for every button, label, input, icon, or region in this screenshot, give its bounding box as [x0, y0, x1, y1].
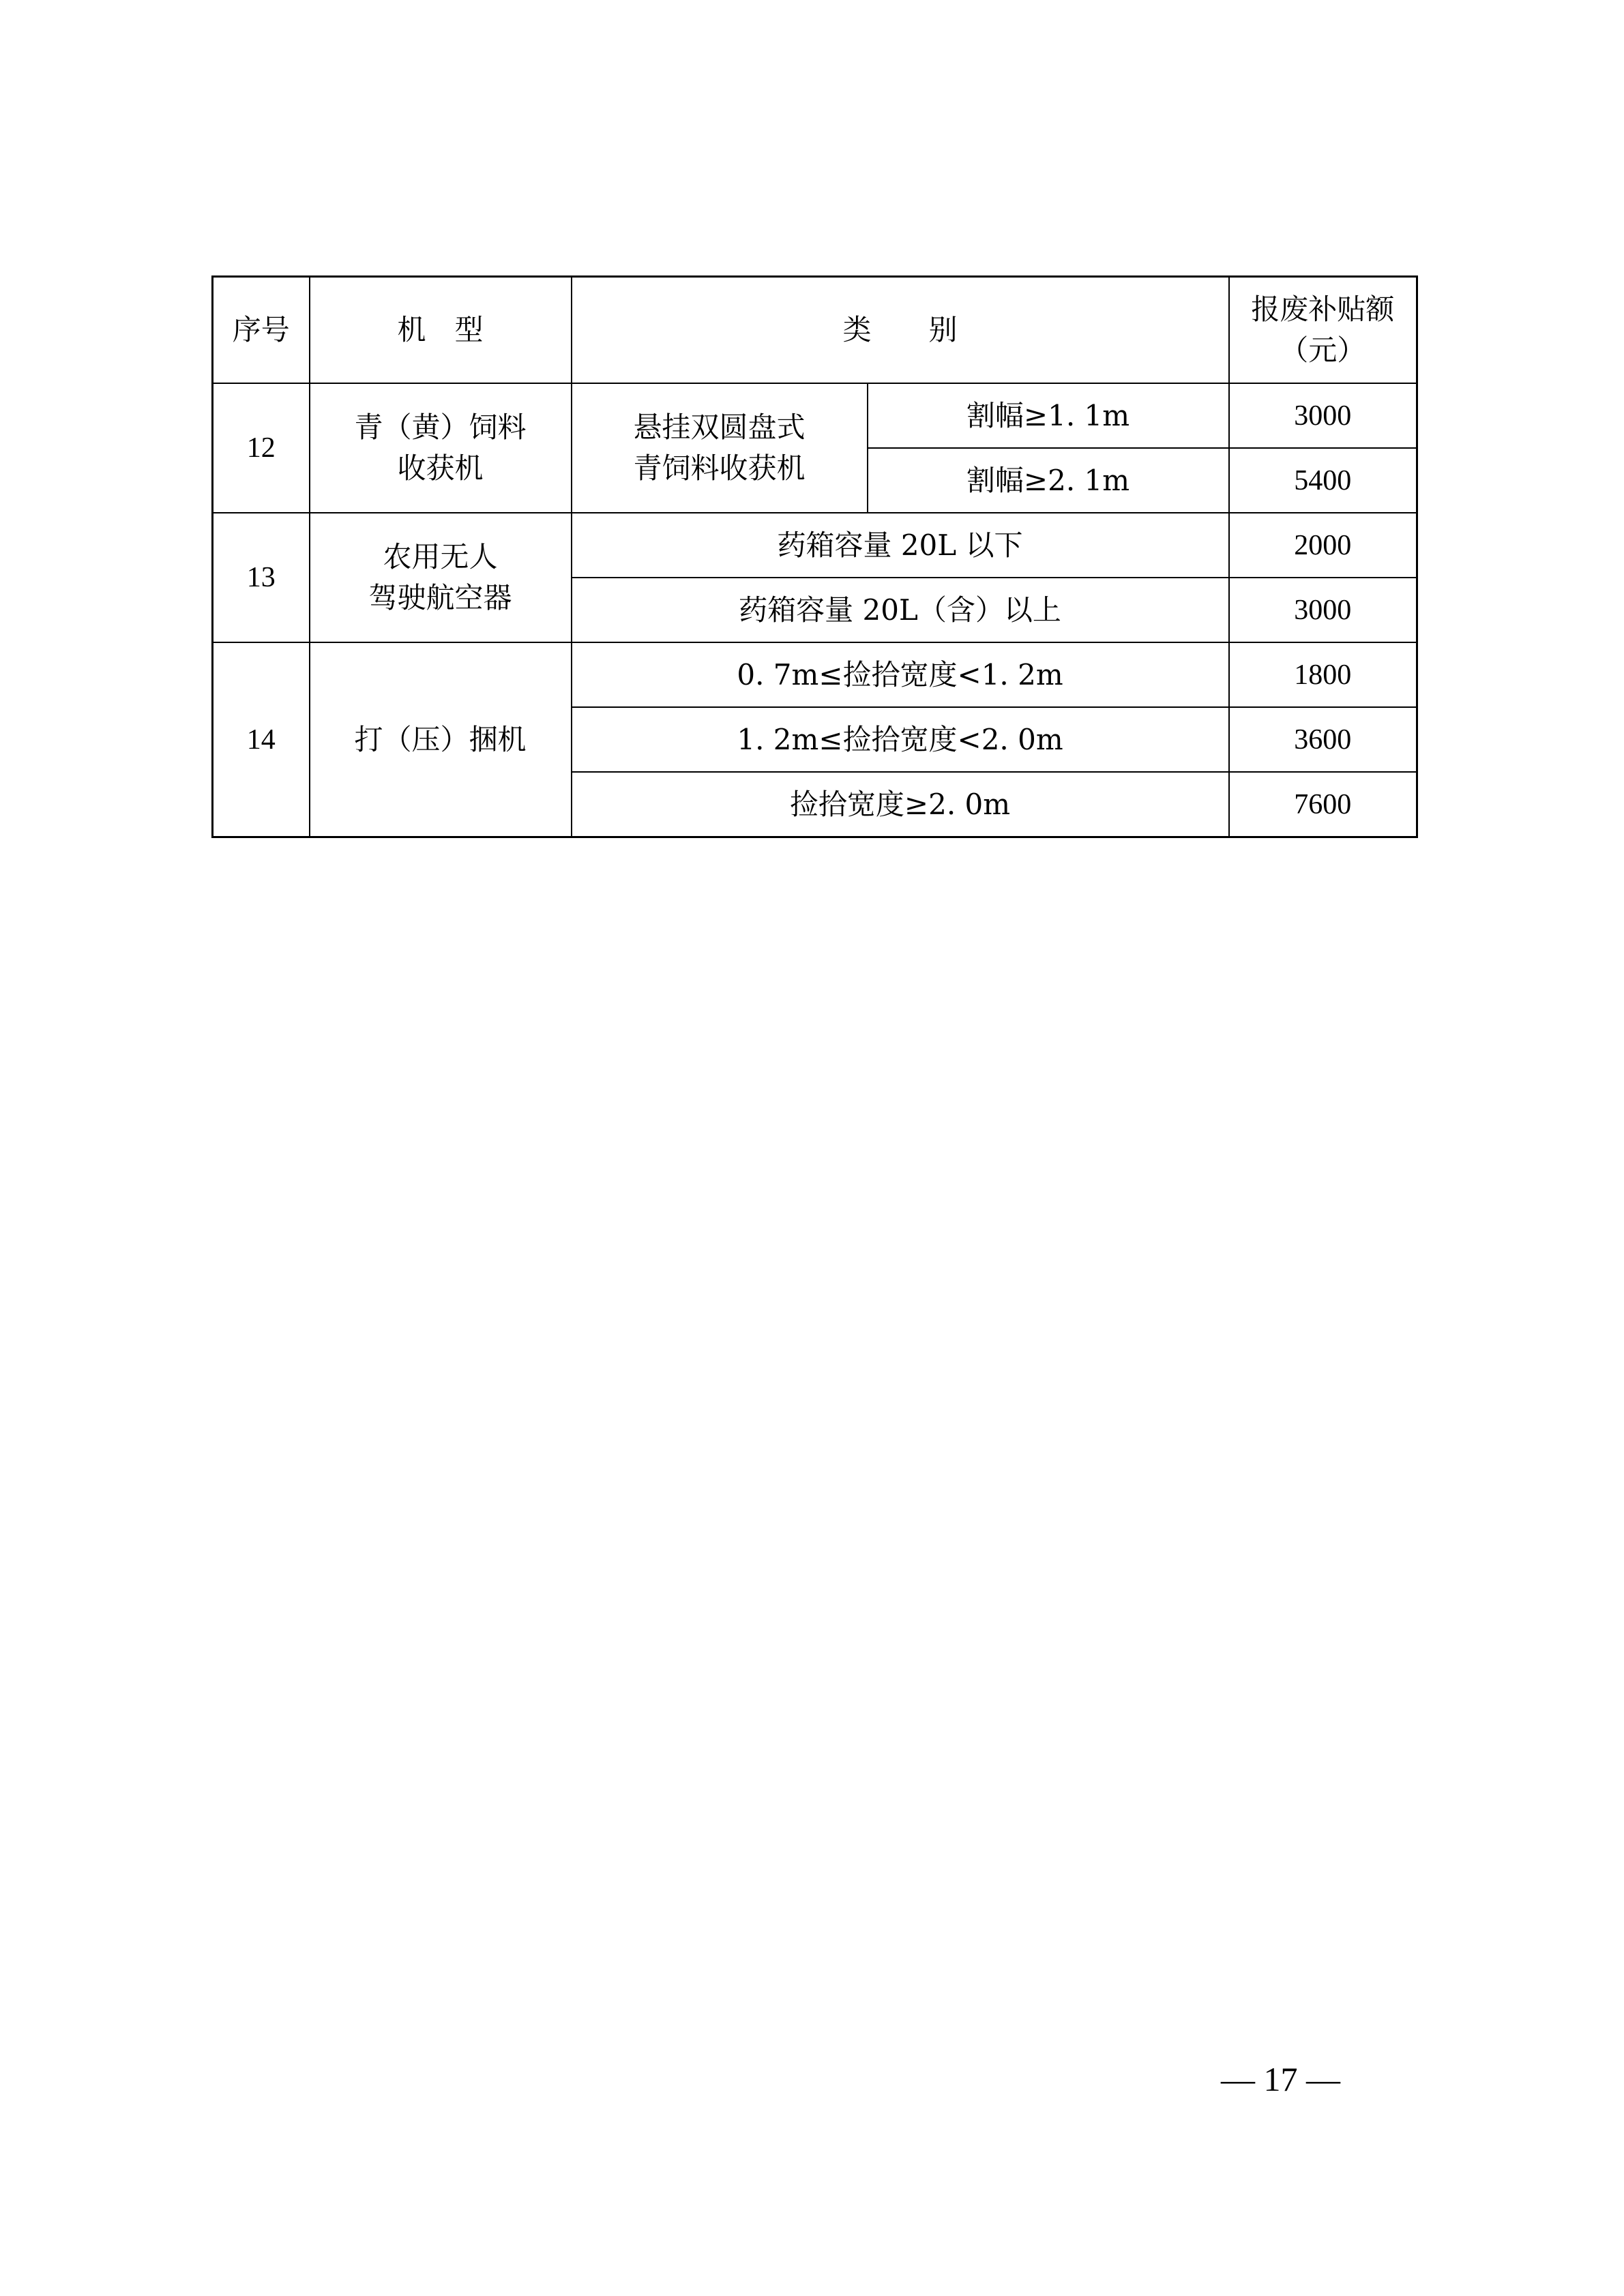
subsidy-table — [211, 275, 1418, 838]
row-amount: 7600 — [1229, 772, 1417, 837]
table-row — [213, 383, 1417, 448]
row-category: 割幅≥1. 1m — [868, 383, 1229, 448]
row-amount: 3600 — [1229, 707, 1417, 772]
row-number: 13 — [213, 513, 310, 642]
row-category: 药箱容量 20L（含）以上 — [572, 578, 1229, 642]
table-row — [213, 642, 1417, 707]
row-model: 青（黄）饲料 收获机 — [310, 383, 572, 513]
row-number: 14 — [213, 642, 310, 837]
row-model: 打（压）捆机 — [310, 642, 572, 837]
row-model: 农用无人 驾驶航空器 — [310, 513, 572, 642]
page-number: — 17 — — [1221, 2060, 1340, 2098]
row-category-main: 悬挂双圆盘式 青饲料收获机 — [572, 383, 868, 513]
header-category: 类 别 — [572, 277, 1229, 384]
table-header-row — [213, 277, 1417, 384]
header-no: 序号 — [213, 277, 310, 384]
row-category: 1. 2m≤捡拾宽度<2. 0m — [572, 707, 1229, 772]
row-category: 药箱容量 20L 以下 — [572, 513, 1229, 578]
row-category: 0. 7m≤捡拾宽度<1. 2m — [572, 642, 1229, 707]
header-model: 机 型 — [310, 277, 572, 384]
row-amount: 3000 — [1229, 578, 1417, 642]
row-amount: 1800 — [1229, 642, 1417, 707]
row-category: 捡拾宽度≥2. 0m — [572, 772, 1229, 837]
row-category: 割幅≥2. 1m — [868, 448, 1229, 513]
header-amount: 报废补贴额 （元） — [1229, 277, 1417, 384]
table-row — [213, 513, 1417, 578]
row-amount: 5400 — [1229, 448, 1417, 513]
row-amount: 2000 — [1229, 513, 1417, 578]
row-number: 12 — [213, 383, 310, 513]
row-amount: 3000 — [1229, 383, 1417, 448]
